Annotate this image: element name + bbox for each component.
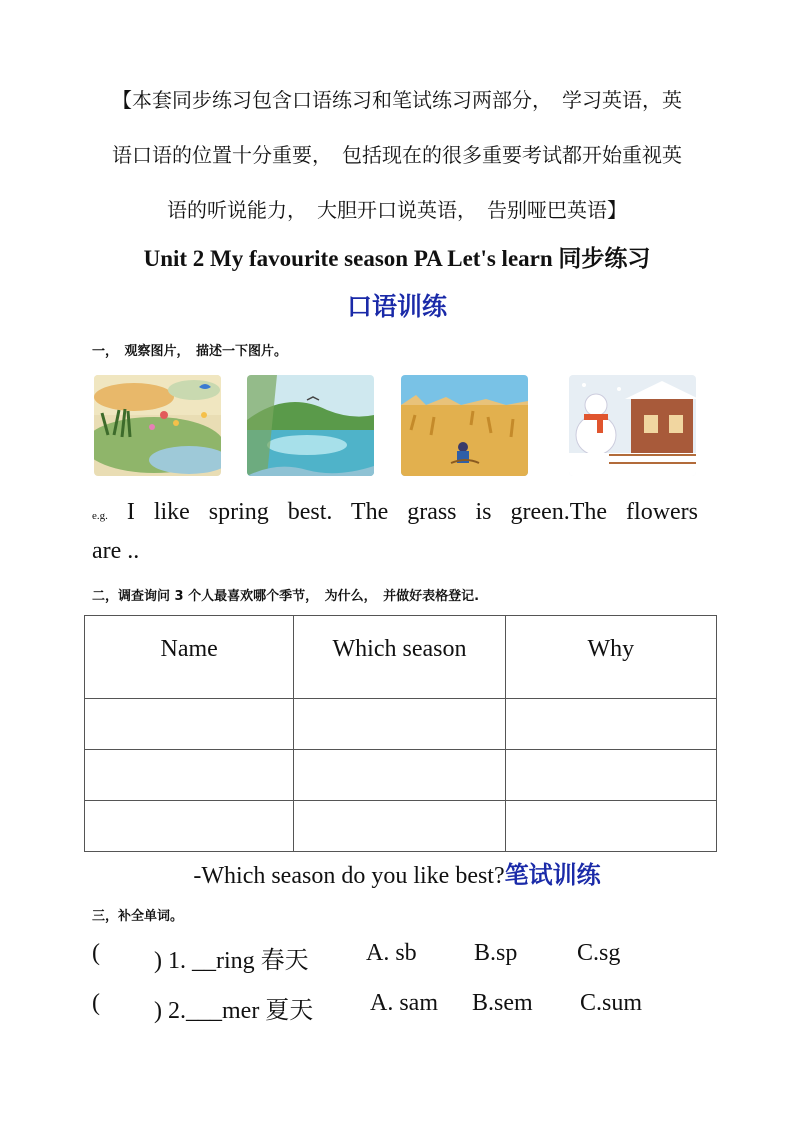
section-2-label: 二，调查询问 3 个人最喜欢哪个季节， 为什么， 并做好表格登记. bbox=[92, 589, 480, 604]
option-a: A. sam bbox=[370, 990, 438, 1016]
oral-training-heading: 口语训练 bbox=[346, 292, 447, 321]
summer-scene-picture bbox=[247, 375, 374, 476]
option-c: C.sum bbox=[580, 990, 643, 1016]
header-which-season: Which season bbox=[294, 616, 505, 699]
table-cell[interactable] bbox=[294, 801, 505, 852]
written-training-heading: 笔试训练 bbox=[504, 861, 601, 889]
option-c: C.sg bbox=[577, 940, 621, 966]
intro-line-1: 【本套同步练习包含口语练习和笔试练习两部分， 学习英语，英 bbox=[112, 90, 682, 112]
item-question: ) 2.___mer 夏天 bbox=[154, 998, 314, 1024]
table-cell[interactable] bbox=[505, 801, 716, 852]
page-title: Unit 2 My favourite season PA Let's learn 同步练习 bbox=[143, 246, 651, 271]
example-continuation: are .. bbox=[92, 538, 140, 564]
section-1-label: 一， 观察图片， 描述一下图片。 bbox=[92, 344, 288, 359]
survey-table bbox=[84, 615, 717, 852]
table-cell[interactable] bbox=[85, 750, 294, 801]
section-3-label: 三，补全单词。 bbox=[92, 909, 184, 924]
answer-paren[interactable]: ( bbox=[92, 990, 100, 1016]
table-cell[interactable] bbox=[505, 750, 716, 801]
table-row bbox=[85, 801, 717, 852]
table-row bbox=[85, 699, 717, 750]
winter-scene-picture bbox=[569, 375, 696, 476]
list-item bbox=[92, 990, 712, 1024]
example-sentence bbox=[92, 487, 698, 541]
autumn-scene-picture bbox=[401, 375, 528, 476]
intro-line-2: 语口语的位置十分重要， 包括现在的很多重要考试都开始重视英 bbox=[112, 145, 682, 167]
table-row bbox=[85, 750, 717, 801]
table-cell[interactable] bbox=[294, 750, 505, 801]
eg-prefix: e.g. bbox=[92, 510, 108, 522]
answer-paren[interactable]: ( bbox=[92, 940, 100, 966]
option-b: B.sem bbox=[472, 990, 533, 1016]
table-cell[interactable] bbox=[85, 699, 294, 750]
option-a: A. sb bbox=[366, 940, 417, 966]
table-cell[interactable] bbox=[294, 699, 505, 750]
table-cell[interactable] bbox=[505, 699, 716, 750]
item-question: ) 1. __ring 春天 bbox=[154, 948, 309, 974]
question-text: -Which season do you like best? bbox=[193, 863, 505, 889]
header-why: Why bbox=[505, 616, 716, 699]
list-item bbox=[92, 940, 712, 974]
table-header-row bbox=[85, 616, 717, 699]
table-cell[interactable] bbox=[85, 801, 294, 852]
question-line bbox=[0, 855, 794, 890]
spring-scene-picture bbox=[94, 375, 221, 476]
option-b: B.sp bbox=[474, 940, 518, 966]
header-name: Name bbox=[85, 616, 294, 699]
intro-line-3: 语的听说能力， 大胆开口说英语， 告别哑巴英语】 bbox=[167, 200, 627, 222]
example-text: I like spring best. The grass is green.The flowers bbox=[126, 499, 699, 525]
